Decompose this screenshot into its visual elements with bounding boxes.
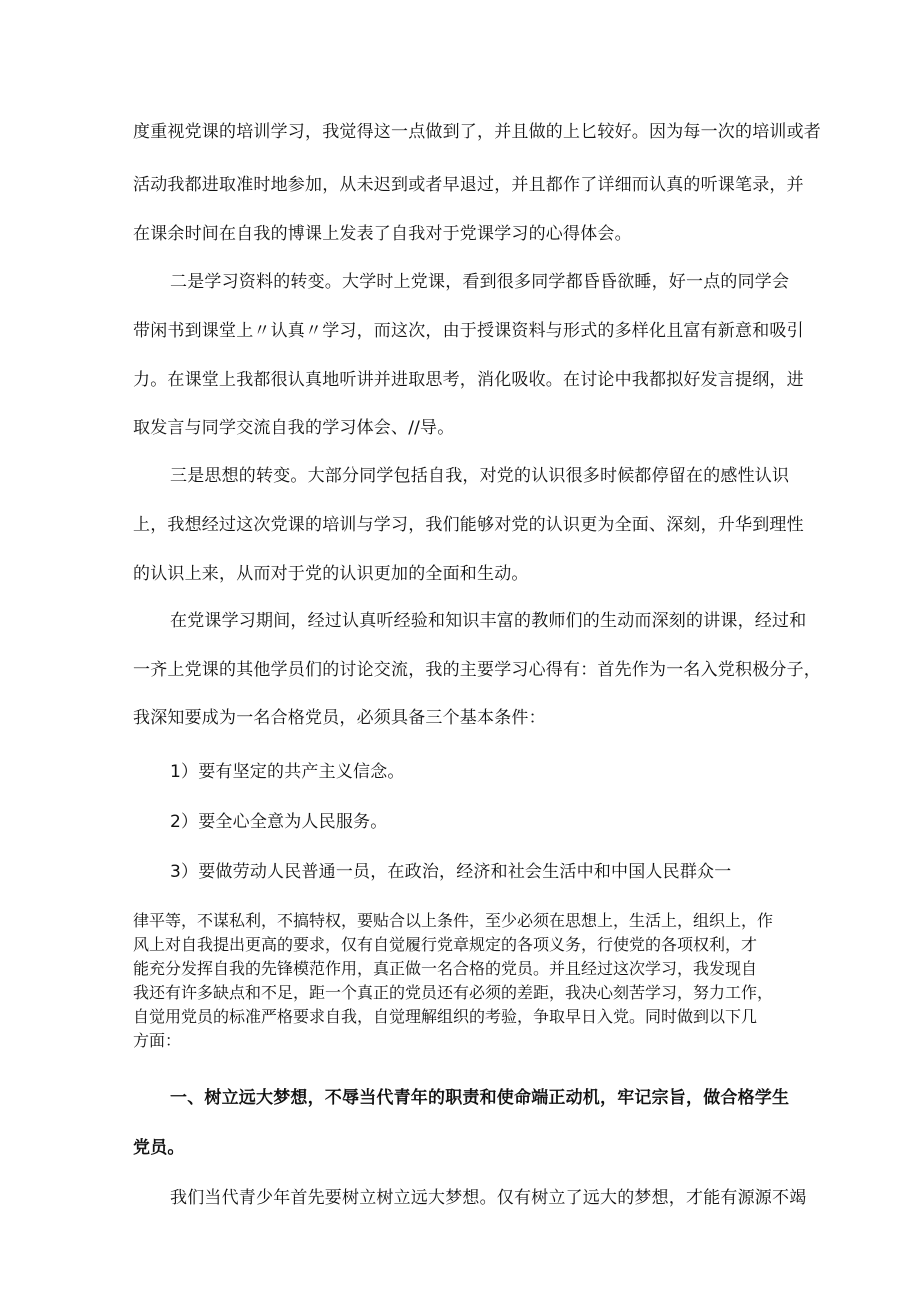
section-heading: 一、树立远大梦想，不辱当代青年的职责和使命端正动机，牢记宗旨，做合格学生 [170, 1088, 790, 1108]
paragraph-line: 度重视党课的培训学习，我觉得这一点做到了，并且做的上匕较好。因为每一次的培训或者 [133, 122, 821, 142]
paragraph-line: 能充分发挥自我的先锋模范作用，真正做一名合格的党员。并且经过这次学习，我发现自 [133, 959, 758, 978]
paragraph-line: 一齐上党课的其他学员们的讨论交流，我的主要学习心得有：首先作为一名入党积极分子， [133, 660, 821, 680]
paragraph-line: 律平等，不谋私利，不搞特权，要贴合以上条件，至少必须在思想上，生活上，组织上，作 [133, 911, 774, 930]
paragraph-line: 我们当代青少年首先要树立树立远大梦想。仅有树立了远大的梦想，才能有源源不竭 [170, 1188, 807, 1208]
list-item: 3）要做劳动人民普通一员，在政治，经济和社会生活中和中国人民群众一 [170, 862, 732, 882]
section-heading: 党员。 [133, 1138, 185, 1158]
paragraph-line: 自觉用党员的标准严格要求自我，自觉理解组织的考验，争取早日入党。同时做到以下几 [133, 1007, 758, 1026]
paragraph-line: 活动我都进取准时地参加，从未迟到或者早退过，并且都作了详细而认真的听课笔录，并 [133, 175, 804, 195]
paragraph-line: 二是学习资料的转变。大学时上党课，看到很多同学都昏昏欲睡，好一点的同学会 [170, 272, 790, 292]
paragraph-line: 力。在课堂上我都很认真地听讲并进取思考，消化吸收。在讨论中我都拟好发言提纲，进 [133, 370, 804, 390]
paragraph-line: 上，我想经过这次党课的培训与学习，我们能够对党的认识更为全面、深刻，升华到理性 [133, 515, 804, 535]
paragraph-line: 在党课学习期间，经过认真听经验和知识丰富的教师们的生动而深刻的讲课，经过和 [170, 611, 807, 631]
list-item: 2）要全心全意为人民服务。 [170, 812, 388, 832]
paragraph-line: 我深知要成为一名合格党员，必须具备三个基本条件： [133, 708, 546, 728]
paragraph-line: 在课余时间在自我的博课上发表了自我对于党课学习的心得体会。 [133, 224, 632, 244]
paragraph-line: 的认识上来，从而对于党的认识更加的全面和生动。 [133, 564, 529, 584]
paragraph-line: 方面： [133, 1031, 182, 1050]
paragraph-line: 风上对自我提出更高的要求，仅有自觉履行党章规定的各项义务，行使党的各项权利，才 [133, 935, 758, 954]
paragraph-line: 带闲书到课堂上〃认真〃学习，而这次，由于授课资料与形式的多样化且富有新意和吸引 [133, 321, 804, 341]
paragraph-line: 三是思想的转变。大部分同学包括自我，对党的认识很多时候都停留在的感性认识 [170, 466, 790, 486]
paragraph-line: 我还有许多缺点和不足，距一个真正的党员还有必须的差距，我决心刻苦学习，努力工作， [133, 983, 774, 1002]
paragraph-line: 取发言与同学交流自我的学习体会、//导。 [133, 418, 455, 438]
list-item: 1）要有坚定的共产主义信念。 [170, 762, 405, 782]
